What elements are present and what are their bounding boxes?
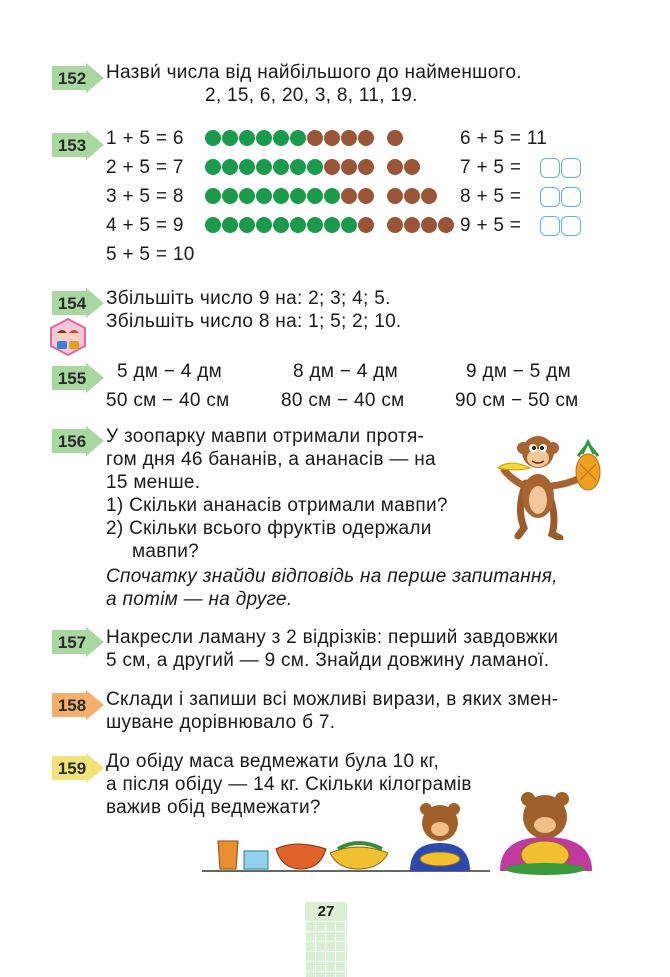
question: 2) Скільки всього фруктів одержали bbox=[106, 518, 432, 539]
green-dot bbox=[290, 159, 306, 175]
task-text: Склади і запиши всі можливі вирази, в яких змен- bbox=[106, 689, 559, 710]
brown-dot bbox=[387, 188, 403, 204]
task-number-badge bbox=[50, 63, 106, 93]
green-dot bbox=[290, 188, 306, 204]
task-number-badge bbox=[50, 690, 106, 720]
equation: 8 + 5 = bbox=[460, 186, 522, 207]
brown-dot bbox=[341, 188, 357, 204]
equation: 5 + 5 = 10 bbox=[106, 244, 195, 265]
task-text: гом дня 46 бананів, а ананасів — на bbox=[106, 449, 436, 470]
task-number: 154 bbox=[57, 294, 87, 313]
task-text: 15 менше. bbox=[106, 472, 201, 493]
task-number: 157 bbox=[57, 633, 87, 652]
task-text: 2, 15, 6, 20, 3, 8, 11, 19. bbox=[205, 85, 418, 106]
green-dot bbox=[239, 130, 255, 146]
children-icon bbox=[48, 318, 88, 356]
green-dot bbox=[205, 159, 221, 175]
answer-boxes bbox=[540, 187, 582, 207]
brown-dot bbox=[387, 130, 403, 146]
expression: 50 см − 40 см bbox=[106, 390, 230, 411]
hint-text: а потім — на друге. bbox=[106, 589, 293, 610]
green-dot bbox=[256, 188, 272, 204]
green-dot bbox=[222, 130, 238, 146]
question: 1) Скільки ананасів отримали мавпи? bbox=[106, 495, 448, 516]
task-number-badge bbox=[50, 288, 106, 318]
green-dot bbox=[341, 217, 357, 233]
brown-dot bbox=[387, 217, 403, 233]
green-dot bbox=[273, 159, 289, 175]
extra-dots-group bbox=[387, 159, 420, 175]
brown-dot bbox=[358, 188, 374, 204]
task-number: 152 bbox=[57, 69, 87, 88]
expression: 8 дм − 4 дм bbox=[293, 361, 398, 382]
task-text: важив обід ведмежати? bbox=[106, 797, 321, 818]
equation: 2 + 5 = 7 bbox=[106, 157, 184, 178]
green-dot bbox=[205, 188, 221, 204]
extra-dots-group bbox=[387, 130, 403, 146]
green-dot bbox=[324, 188, 340, 204]
green-dot bbox=[307, 188, 323, 204]
task-text: Збільшіть число 9 на: 2; 3; 4; 5. bbox=[106, 288, 391, 309]
task-text: Накресли ламану з 2 відрізків: перший завдовжки bbox=[106, 627, 559, 648]
counting-dots-row bbox=[205, 188, 374, 204]
equation: 3 + 5 = 8 bbox=[106, 186, 184, 207]
green-dot bbox=[256, 159, 272, 175]
brown-dot bbox=[421, 188, 437, 204]
green-dot bbox=[205, 217, 221, 233]
brown-dot bbox=[404, 188, 420, 204]
answer-boxes bbox=[540, 216, 582, 236]
answer-boxes bbox=[540, 158, 582, 178]
green-dot bbox=[290, 217, 306, 233]
task-number-badge bbox=[50, 426, 106, 456]
bears-dinner-illustration bbox=[200, 785, 610, 880]
task-number-badge bbox=[50, 130, 106, 160]
task-text: У зоопарку мавпи отримали протя- bbox=[106, 426, 425, 447]
task-text: шуване дорівнювало б 7. bbox=[106, 712, 336, 733]
counting-dots-row bbox=[205, 130, 374, 146]
brown-dot bbox=[341, 159, 357, 175]
green-dot bbox=[256, 217, 272, 233]
brown-dot bbox=[358, 159, 374, 175]
task-text: а після обіду — 14 кг. Скільки кілограмів bbox=[106, 774, 472, 795]
brown-dot bbox=[387, 159, 403, 175]
brown-dot bbox=[324, 130, 340, 146]
hint-text: Спочатку знайди відповідь на перше запитання, bbox=[106, 566, 558, 587]
question: мавпи? bbox=[132, 541, 199, 562]
equation: 6 + 5 = 11 bbox=[460, 128, 548, 149]
green-dot bbox=[239, 217, 255, 233]
page-number-box bbox=[305, 901, 347, 977]
brown-dot bbox=[358, 217, 374, 233]
task-number-badge bbox=[50, 363, 106, 393]
green-dot bbox=[222, 188, 238, 204]
brown-dot bbox=[307, 130, 323, 146]
counting-dots-row bbox=[205, 217, 374, 233]
task-number: 158 bbox=[57, 696, 87, 715]
green-dot bbox=[222, 159, 238, 175]
expression: 90 см − 50 см bbox=[455, 390, 579, 411]
expression: 9 дм − 5 дм bbox=[466, 361, 571, 382]
extra-dots-group bbox=[387, 217, 454, 233]
task-number-badge bbox=[50, 753, 106, 783]
task-number: 153 bbox=[57, 136, 87, 155]
task-number: 155 bbox=[57, 369, 87, 388]
green-dot bbox=[307, 217, 323, 233]
task-number: 156 bbox=[57, 432, 87, 451]
expression: 80 см − 40 см bbox=[281, 390, 405, 411]
equation: 1 + 5 = 6 bbox=[106, 128, 184, 149]
brown-dot bbox=[358, 130, 374, 146]
equation: 4 + 5 = 9 bbox=[106, 215, 184, 236]
equation: 7 + 5 = bbox=[460, 157, 522, 178]
green-dot bbox=[273, 188, 289, 204]
green-dot bbox=[307, 159, 323, 175]
green-dot bbox=[222, 217, 238, 233]
extra-dots-group bbox=[387, 188, 437, 204]
brown-dot bbox=[404, 159, 420, 175]
brown-dot bbox=[341, 130, 357, 146]
green-dot bbox=[273, 130, 289, 146]
equation: 9 + 5 = bbox=[460, 215, 522, 236]
task-text: Назви́ числа від найбільшого до найменшого. bbox=[106, 62, 522, 83]
brown-dot bbox=[421, 217, 437, 233]
counting-dots-row bbox=[205, 159, 374, 175]
monkey-illustration bbox=[496, 428, 606, 540]
task-text: До обіду маса ведмежати була 10 кг, bbox=[106, 751, 440, 772]
task-text: Збільшіть число 8 на: 1; 5; 2; 10. bbox=[106, 311, 402, 332]
brown-dot bbox=[324, 159, 340, 175]
task-number-badge bbox=[50, 627, 106, 657]
green-dot bbox=[239, 159, 255, 175]
green-dot bbox=[205, 130, 221, 146]
brown-dot bbox=[438, 217, 454, 233]
green-dot bbox=[273, 217, 289, 233]
task-text: 5 см, а другий — 9 см. Знайди довжину ламаної. bbox=[106, 650, 550, 671]
green-dot bbox=[290, 130, 306, 146]
task-number: 159 bbox=[57, 759, 87, 778]
expression: 5 дм − 4 дм bbox=[117, 361, 222, 382]
green-dot bbox=[239, 188, 255, 204]
green-dot bbox=[256, 130, 272, 146]
brown-dot bbox=[404, 217, 420, 233]
green-dot bbox=[324, 217, 340, 233]
page-number: 27 bbox=[305, 903, 347, 920]
